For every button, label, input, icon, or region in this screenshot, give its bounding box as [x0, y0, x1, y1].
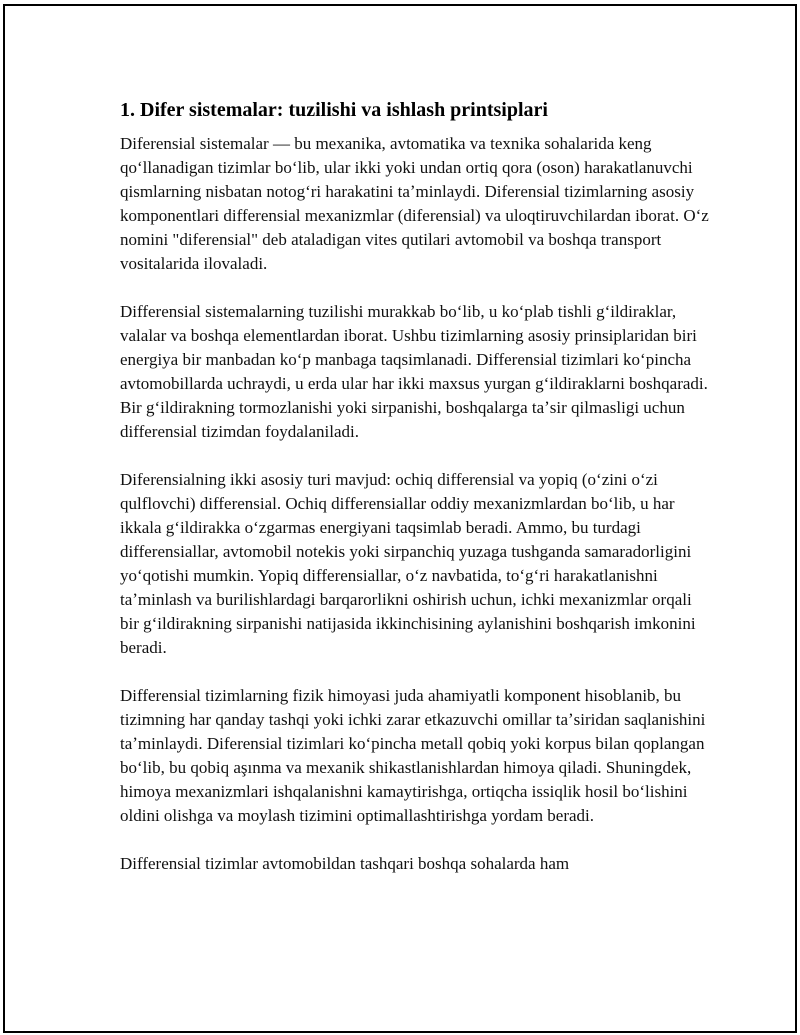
paragraph-protection: Differensial tizimlarning fizik himoyasi juda ahamiyatli komponent hisoblanib, bu tizimning har qanday tashqi yoki ichki zarar etkazuvchi omillar taʼsiridan saqlanishini taʼminlaydi. Diferensial tizimlari koʻpincha metall qobiq yoki korpus bilan qoplangan boʻlib, bu qobiq aşınma va mexanik shikastlanishlardan himoya qiladi. Shuningdek, himoya mexanizmlari ishqalanishni kamaytirishga, ortiqcha issiqlik hosil boʻlishini oldini olishga va moylash tizimini optimallashtirishga yordam beradi.	[120, 686, 706, 825]
paragraph-intro: Diferensial sistemalar — bu mexanika, avtomatika va texnika sohalarida keng qoʻllanadigan tizimlar boʻlib, ular ikki yoki undan ortiq qora (oson) harakatlanuvchi qismlarning nisbatan notogʻri harakatini taʼminlaydi. Diferensial tizimlarning asosiy komponentlari differensial mexanizmlar (diferensial) va uloqtiruvchilardan iborat. Oʻz nomini "diferensial" deb ataladigan vites qutilari avtomobil va boshqa transport vositalarida ilovaladi.	[120, 134, 709, 273]
paragraph-other-fields: Differensial tizimlar avtomobildan tashqari boshqa sohalarda ham	[120, 854, 570, 873]
document-body	[120, 96, 710, 900]
page-frame	[3, 4, 797, 1033]
paragraph-types: Diferensialning ikki asosiy turi mavjud: ochiq differensial va yopiq (oʻzini oʻzi qulflovchi) differensial. Ochiq differensiallar oddiy mexanizmlardan boʻlib, u har ikkala gʻildirakka oʻzgarmas energiyani taqsimlab beradi. Ammo, bu turdagi differensiallar, avtomobil notekis yoki sirpanchiq yuzaga tushganda samaradorligini yoʻqotishi mumkin. Yopiq differensiallar, oʻz navbatida, toʻgʻri harakatlanishni taʼminlash va burilishlardagi barqarorlikni oshirish uchun, ichki mexanizmlar orqali bir gʻildirakning sirpanishi natijasida ikkinchisining aylanishini boshqarish imkonini beradi.	[120, 470, 696, 657]
section-heading: 1. Difer sistemalar: tuzilishi va ishlash printsiplari	[120, 99, 548, 121]
paragraph-structure: Differensial sistemalarning tuzilishi murakkab boʻlib, u koʻplab tishli gʻildiraklar, valalar va boshqa elementlardan iborat. Ushbu tizimlarning asosiy prinsiplaridan biri energiya bir manbadan koʻp manbaga taqsimlanadi. Differensial tizimlari koʻpincha avtomobillarda uchraydi, u erda ular har ikki maxsus yurgan gʻildiraklarni boshqaradi. Bir gʻildirakning tormozlanishi yoki sirpanishi, boshqalarga taʼsir qilmasligi uchun differensial tizimdan foydalaniladi.	[120, 302, 708, 441]
